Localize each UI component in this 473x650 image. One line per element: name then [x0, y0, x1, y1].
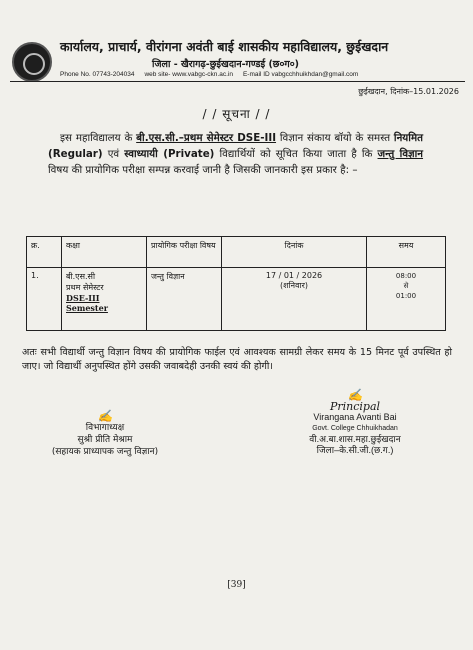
table-row: [27, 268, 446, 331]
hod-signature: ✍: [97, 409, 113, 423]
place-date: छुईखदान, दिनांक–15.01.2026: [358, 87, 459, 96]
body-private: स्वाध्यायी (Private): [124, 148, 215, 160]
principal-signature: ✍: [347, 388, 363, 402]
class-line-4: Semester: [66, 303, 108, 313]
principal-line-2: जिला–के.सी.जी.(छ.ग.): [316, 445, 394, 455]
hod-role: विभागाध्यक्ष: [85, 423, 125, 433]
time-from: 08:00: [395, 272, 417, 280]
header-subject: प्रायोगिक परीक्षा विषय: [147, 237, 222, 268]
org-name: कार्यालय, प्राचार्य, वीरांगना अवंती बाई शासकीय महाविद्यालय, छुईखदान: [60, 39, 389, 54]
cell-time: [367, 268, 446, 331]
body-regular: नियमित (Regular): [48, 132, 423, 160]
hod-signature-block: [30, 410, 180, 458]
closing-paragraph: अतः सभी विद्यार्थी जन्तु विज्ञान विषय की प्रायोगिक फाईल एवं आवश्यक सामग्री लेकर समय के 15 मिनट पूर्व उपस्थित हो जाए। जो विद्यार्थी अनुपस्थित होंगे उसकी जवाबदेही उनकी स्वयं की होगी।: [22, 347, 452, 372]
header-serial: क्र.: [27, 237, 62, 268]
header-date: दिनांक: [222, 237, 367, 268]
body-part-1: इस महाविद्यालय के: [60, 132, 137, 144]
class-line-2: प्रथम सेमेस्टर: [66, 283, 104, 292]
body-course: बी.एस.सी.–प्रथम सेमेस्टर DSE-III: [136, 132, 277, 144]
header-class: कक्षा: [62, 237, 147, 268]
body-subject: जन्तु विज्ञान: [377, 148, 424, 160]
page-number: [39]: [227, 580, 246, 590]
body-part-2: विज्ञान संकाय बॉयो के समस्त: [276, 132, 394, 144]
body-part-4: विद्यार्थियों को सूचित किया जाता है कि: [214, 148, 378, 160]
phone-number: Phone No. 07743-204034: [60, 71, 135, 78]
college-logo: [12, 42, 52, 82]
body-part-5: विषय की प्रायोगिक परीक्षा सम्पन्न करवाई जानी है जिसकी जानकारी इस प्रकार है: –: [48, 164, 358, 176]
cell-class: [62, 268, 147, 331]
cell-subject: जन्तु विज्ञान: [147, 268, 222, 331]
time-separator: से: [403, 282, 409, 290]
exam-date: 17 / 01 / 2026: [265, 271, 323, 280]
notice-title: / / सूचना / /: [202, 107, 271, 121]
exam-day: (शनिवार): [280, 281, 308, 290]
cell-date: [222, 268, 367, 331]
principal-line-1: वी.अ.बा.शास.महा.छुईखदान: [309, 434, 401, 444]
stamp-line-1: Virangana Avanti Bai: [313, 412, 397, 422]
header-divider: [10, 81, 465, 82]
principal-title: Principal: [329, 400, 381, 413]
exam-schedule-table: [26, 236, 446, 331]
principal-signature-block: [270, 390, 440, 456]
class-line-1: बी.एस.सी: [66, 272, 96, 281]
body-part-3: एवं: [102, 148, 125, 160]
class-line-3: DSE-III: [66, 293, 100, 303]
hod-designation: (सहायक प्राध्यापक जन्तु विज्ञान): [51, 447, 159, 457]
stamp-line-2: Govt. College Chhuikhadan: [312, 425, 398, 432]
header-time: समय: [367, 237, 446, 268]
cell-serial: 1.: [27, 268, 62, 331]
time-to: 01:00: [395, 292, 417, 300]
notice-body: [48, 130, 423, 178]
email: E-mail ID vabgcchhuikhdan@gmail.com: [242, 71, 359, 78]
website: web site- www.vabgc-ckn.ac.in: [144, 71, 233, 78]
org-district: जिला - खैरागढ़-छुईखदान-गण्डई (छ०ग०): [152, 59, 300, 70]
table-header-row: [27, 237, 446, 268]
contact-line: [60, 71, 470, 78]
hod-name: सुश्री प्रीति मेश्राम: [77, 435, 133, 445]
